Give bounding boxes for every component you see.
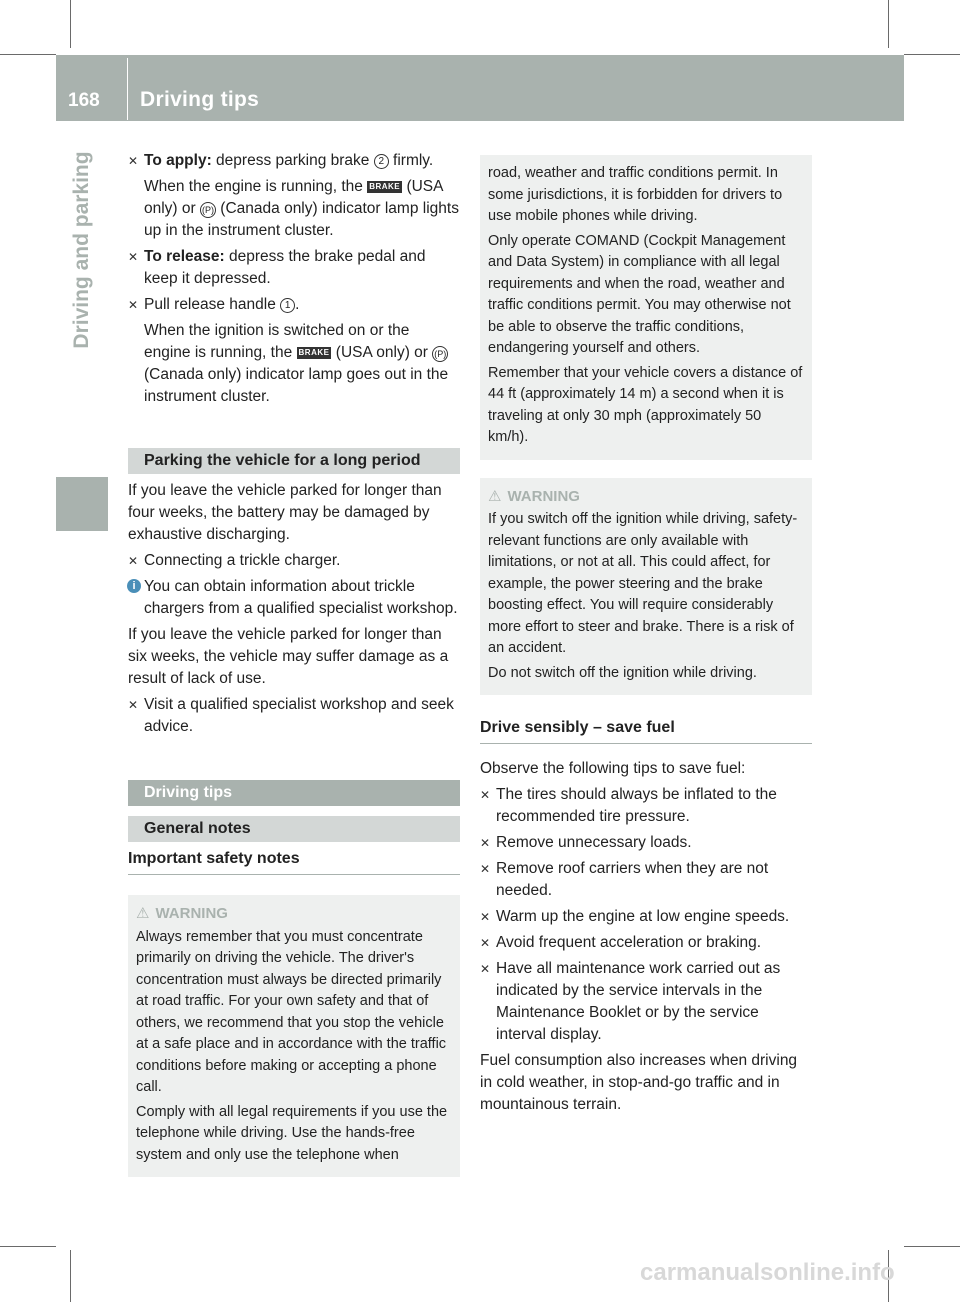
instruction-step: ✕ To release: depress the brake pedal and keep it depressed. xyxy=(128,248,426,287)
warning-text: Remember that your vehicle covers a distance of 44 ft (approximately 14 m) a second when it is traveling at only 30 mph (approximately 50 km/h). xyxy=(488,364,803,445)
crop-mark xyxy=(70,1250,71,1302)
paragraph: If you leave the vehicle parked for longer than four weeks, the battery may be damaged by exhaustive discharging. xyxy=(128,482,442,543)
warning-box-continued xyxy=(480,155,812,460)
step-arrow-icon: ✕ xyxy=(128,298,139,312)
step-arrow-icon: ✕ xyxy=(128,554,139,568)
crop-mark xyxy=(0,54,56,55)
crop-mark xyxy=(904,1246,960,1247)
step-arrow-icon: ✕ xyxy=(128,698,139,712)
parking-brake-lamp-icon: (P) xyxy=(200,202,216,218)
warning-title: ⚠ WARNING xyxy=(136,905,228,922)
warning-text: Only operate COMAND (Cockpit Management and Data System) in compliance with all legal requirements and when the road, weather and traffic conditions permit. You may otherwise not be able to observe the traffic conditions, endangering yourself and others. xyxy=(488,232,791,356)
callout-1-icon: 1 xyxy=(280,298,295,313)
info-note: i You can obtain information about trickle chargers from a qualified specialist workshop. xyxy=(128,576,460,620)
warning-triangle-icon: ⚠ xyxy=(488,487,502,505)
section-heading-save-fuel: Drive sensibly – save fuel xyxy=(480,717,812,744)
section-heading-long-parking: Parking the vehicle for a long period xyxy=(128,448,460,474)
instruction-step: ✕ Warm up the engine at low engine speeds. xyxy=(480,906,812,928)
step-result: When the engine is running, the BRAKE (USA only) or (P) (Canada only) indicator lamp lights up in the instrument cluster. xyxy=(144,178,459,239)
parking-brake-lamp-icon: (P) xyxy=(432,346,448,362)
crop-mark xyxy=(888,0,889,48)
instruction-step: ✕ The tires should always be inflated to the recommended tire pressure. xyxy=(480,786,777,825)
step-arrow-icon: ✕ xyxy=(128,154,139,168)
warning-text: If you switch off the ignition while driving, safety-relevant functions are only available with limitations, or not at all. This could affect, for example, the power steering and the brake boosting effect. You will require considerably more effort to steer and brake. There is a risk of an accident. xyxy=(488,511,798,656)
paragraph: Observe the following tips to save fuel: xyxy=(480,760,746,777)
warning-triangle-icon: ⚠ xyxy=(136,905,150,922)
brake-lamp-icon: BRAKE xyxy=(298,348,330,357)
step-arrow-icon: ✕ xyxy=(480,862,491,876)
callout-2-icon: 2 xyxy=(374,154,389,169)
crop-mark xyxy=(0,1246,56,1247)
warning-text: Always remember that you must concentrate primarily on driving the vehicle. The driver's concentration must always be directed primarily at road traffic. For your own safety and that of others, we recommend that you stop the vehicle at a safe place and in accordance with the traffic conditions before making or accepting a phone call. xyxy=(136,928,447,1095)
info-icon: i xyxy=(127,579,141,593)
crop-mark xyxy=(904,54,960,55)
chapter-label: Driving and parking xyxy=(70,151,93,349)
warning-text: road, weather and traffic conditions permit. In some jurisdictions, it is forbidden for drivers to use mobile phones while driving. xyxy=(488,165,783,224)
step-arrow-icon: ✕ xyxy=(128,250,139,264)
step-arrow-icon: ✕ xyxy=(480,962,491,976)
step-arrow-icon: ✕ xyxy=(480,788,491,802)
section-heading-safety-notes: Important safety notes xyxy=(128,848,460,875)
warning-box xyxy=(480,478,812,696)
instruction-step: ✕ Remove unnecessary loads. xyxy=(480,832,812,854)
left-column xyxy=(128,150,460,1177)
chapter-marker xyxy=(56,477,108,531)
warning-title: ⚠ WARNING xyxy=(488,487,580,505)
brake-lamp-icon: BRAKE xyxy=(369,182,401,191)
warning-box xyxy=(128,895,460,1177)
paragraph: If you leave the vehicle parked for longer than six weeks, the vehicle may suffer damage as a result of lack of use. xyxy=(128,626,449,687)
step-label: To release: xyxy=(144,248,225,265)
step-arrow-icon: ✕ xyxy=(480,910,491,924)
page-number: 168 xyxy=(68,90,100,111)
section-heading-general-notes: General notes xyxy=(128,816,460,842)
instruction-step: ✕ Remove roof carriers when they are not needed. xyxy=(480,860,769,899)
header-divider xyxy=(127,58,128,120)
instruction-step: ✕ Avoid frequent acceleration or braking. xyxy=(480,932,812,954)
warning-text: Do not switch off the ignition while driving. xyxy=(488,664,757,681)
step-arrow-icon: ✕ xyxy=(480,936,491,950)
step-text: depress parking brake xyxy=(211,152,374,169)
step-text: firmly. xyxy=(388,152,434,169)
section-heading-driving-tips: Driving tips xyxy=(128,780,460,806)
instruction-step: ✕ Pull release handle 1 . xyxy=(128,294,460,316)
paragraph: Fuel consumption also increases when driving in cold weather, in stop-and-go traffic and in mountainous terrain. xyxy=(480,1052,798,1113)
instruction-step: ✕ Connecting a trickle charger. xyxy=(128,550,460,572)
page-title: Driving tips xyxy=(140,88,260,111)
instruction-step: ✕ Visit a qualified specialist workshop and seek advice. xyxy=(128,696,454,735)
crop-mark xyxy=(70,0,71,48)
warning-text: Comply with all legal requirements if you use the telephone while driving. Use the hands-free system and only use the telephone when xyxy=(136,1103,448,1163)
step-result: When the ignition is switched on or the engine is running, the BRAKE (USA only) or (P) (Canada only) indicator lamp goes out in the instrument cluster. xyxy=(144,322,449,405)
right-column xyxy=(480,150,812,1120)
watermark: carmanualsonline.info xyxy=(640,1259,895,1286)
instruction-step: ✕ Have all maintenance work carried out as indicated by the service intervals in the Maintenance Booklet or by the service interval display. xyxy=(480,960,781,1043)
step-label: To apply: xyxy=(144,152,212,169)
step-arrow-icon: ✕ xyxy=(480,836,491,850)
instruction-step xyxy=(128,150,460,172)
